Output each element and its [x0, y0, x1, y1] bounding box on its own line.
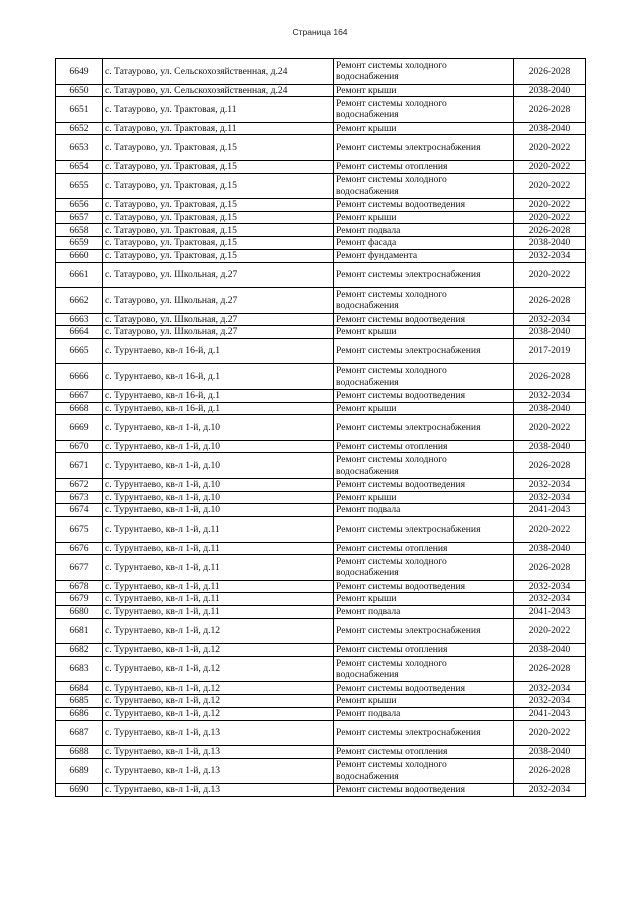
work-type-cell: Ремонт подвала: [334, 606, 514, 619]
work-type-cell: Ремонт подвала: [334, 707, 514, 720]
row-number-cell: 6655: [56, 173, 103, 199]
work-type-cell: Ремонт системы электроснабжения: [334, 262, 514, 288]
address-cell: с. Турунтаево, кв-л 1-й, д.10: [103, 478, 334, 491]
period-cell: 2038-2040: [514, 644, 586, 657]
row-number-cell: 6687: [56, 720, 103, 746]
work-type-cell: Ремонт системы отопления: [334, 160, 514, 173]
address-cell: с. Турунтаево, кв-л 16-й, д.1: [103, 338, 334, 364]
address-cell: с. Татаурово, ул. Школьная, д.27: [103, 262, 334, 288]
table-row: [56, 618, 586, 644]
work-type-cell: Ремонт подвала: [334, 504, 514, 517]
period-cell: 2026-2028: [514, 59, 586, 85]
period-cell: 2032-2034: [514, 695, 586, 708]
table-row: [56, 97, 586, 123]
table-row: [56, 758, 586, 784]
address-cell: с. Турунтаево, кв-л 1-й, д.11: [103, 517, 334, 543]
address-cell: с. Турунтаево, кв-л 1-й, д.10: [103, 440, 334, 453]
table-row: [56, 644, 586, 657]
address-cell: с. Турунтаево, кв-л 1-й, д.11: [103, 542, 334, 555]
table-row: [56, 504, 586, 517]
row-number-cell: 6664: [56, 326, 103, 339]
work-type-cell: Ремонт системы водоотведения: [334, 199, 514, 212]
address-cell: с. Турунтаево, кв-л 1-й, д.13: [103, 720, 334, 746]
period-cell: 2038-2040: [514, 542, 586, 555]
address-cell: с. Турунтаево, кв-л 1-й, д.10: [103, 491, 334, 504]
work-type-cell: Ремонт системы электроснабжения: [334, 135, 514, 161]
work-type-cell: Ремонт системы водоотведения: [334, 313, 514, 326]
table-row: [56, 160, 586, 173]
work-type-cell: Ремонт фасада: [334, 237, 514, 250]
table-row: [56, 707, 586, 720]
work-type-cell: Ремонт системы водоотведения: [334, 389, 514, 402]
table-row: [56, 682, 586, 695]
period-cell: 2020-2022: [514, 415, 586, 441]
work-type-cell: Ремонт крыши: [334, 402, 514, 415]
period-cell: 2026-2028: [514, 758, 586, 784]
address-cell: с. Татаурово, ул. Школьная, д.27: [103, 326, 334, 339]
work-type-cell: Ремонт системы холодного водоснабжения: [334, 453, 514, 479]
table-row: [56, 224, 586, 237]
table-row: [56, 542, 586, 555]
period-cell: 2020-2022: [514, 199, 586, 212]
row-number-cell: 6662: [56, 288, 103, 314]
period-cell: 2038-2040: [514, 746, 586, 759]
row-number-cell: 6688: [56, 746, 103, 759]
table-row: [56, 288, 586, 314]
table-row: [56, 695, 586, 708]
row-number-cell: 6658: [56, 224, 103, 237]
period-cell: 2038-2040: [514, 326, 586, 339]
period-cell: 2026-2028: [514, 288, 586, 314]
work-type-cell: Ремонт системы отопления: [334, 440, 514, 453]
address-cell: с. Турунтаево, кв-л 16-й, д.1: [103, 364, 334, 390]
table-row: [56, 249, 586, 262]
work-type-cell: Ремонт крыши: [334, 122, 514, 135]
period-cell: 2032-2034: [514, 784, 586, 797]
row-number-cell: 6683: [56, 656, 103, 682]
period-cell: 2041-2043: [514, 707, 586, 720]
row-number-cell: 6682: [56, 644, 103, 657]
table-row: [56, 720, 586, 746]
table-row: [56, 415, 586, 441]
row-number-cell: 6654: [56, 160, 103, 173]
table-row: [56, 453, 586, 479]
work-type-cell: Ремонт системы отопления: [334, 542, 514, 555]
work-type-cell: Ремонт системы отопления: [334, 746, 514, 759]
address-cell: с. Татаурово, ул. Сельскохозяйственная, д.24: [103, 59, 334, 85]
row-number-cell: 6671: [56, 453, 103, 479]
row-number-cell: 6676: [56, 542, 103, 555]
period-cell: 2041-2043: [514, 504, 586, 517]
table-row: [56, 84, 586, 97]
address-cell: с. Турунтаево, кв-л 1-й, д.11: [103, 606, 334, 619]
period-cell: 2026-2028: [514, 555, 586, 581]
period-cell: 2041-2043: [514, 606, 586, 619]
row-number-cell: 6661: [56, 262, 103, 288]
period-cell: 2026-2028: [514, 453, 586, 479]
period-cell: 2038-2040: [514, 122, 586, 135]
address-cell: с. Турунтаево, кв-л 1-й, д.10: [103, 504, 334, 517]
row-number-cell: 6668: [56, 402, 103, 415]
period-cell: 2026-2028: [514, 224, 586, 237]
table-row: [56, 59, 586, 85]
period-cell: 2020-2022: [514, 517, 586, 543]
row-number-cell: 6660: [56, 249, 103, 262]
work-type-cell: Ремонт системы электроснабжения: [334, 415, 514, 441]
work-type-cell: Ремонт системы холодного водоснабжения: [334, 364, 514, 390]
row-number-cell: 6656: [56, 199, 103, 212]
period-cell: 2032-2034: [514, 491, 586, 504]
work-type-cell: Ремонт крыши: [334, 593, 514, 606]
work-type-cell: Ремонт крыши: [334, 695, 514, 708]
period-cell: 2026-2028: [514, 364, 586, 390]
address-cell: с. Турунтаево, кв-л 1-й, д.10: [103, 453, 334, 479]
address-cell: с. Турунтаево, кв-л 1-й, д.12: [103, 618, 334, 644]
address-cell: с. Турунтаево, кв-л 1-й, д.13: [103, 784, 334, 797]
row-number-cell: 6686: [56, 707, 103, 720]
work-type-cell: Ремонт крыши: [334, 326, 514, 339]
work-type-cell: Ремонт системы электроснабжения: [334, 338, 514, 364]
row-number-cell: 6669: [56, 415, 103, 441]
table-row: [56, 402, 586, 415]
period-cell: 2032-2034: [514, 313, 586, 326]
period-cell: 2032-2034: [514, 249, 586, 262]
address-cell: с. Татаурово, ул. Школьная, д.27: [103, 313, 334, 326]
table-row: [56, 606, 586, 619]
table-row: [56, 338, 586, 364]
period-cell: 2020-2022: [514, 720, 586, 746]
work-type-cell: Ремонт системы электроснабжения: [334, 720, 514, 746]
address-cell: с. Турунтаево, кв-л 1-й, д.13: [103, 746, 334, 759]
period-cell: 2026-2028: [514, 97, 586, 123]
row-number-cell: 6667: [56, 389, 103, 402]
address-cell: с. Турунтаево, кв-л 16-й, д.1: [103, 389, 334, 402]
address-cell: с. Татаурово, ул. Трактовая, д.11: [103, 97, 334, 123]
row-number-cell: 6657: [56, 211, 103, 224]
work-type-cell: Ремонт системы холодного водоснабжения: [334, 97, 514, 123]
table-row: [56, 211, 586, 224]
work-type-cell: Ремонт системы электроснабжения: [334, 618, 514, 644]
address-cell: с. Турунтаево, кв-л 1-й, д.11: [103, 555, 334, 581]
period-cell: 2020-2022: [514, 211, 586, 224]
address-cell: с. Турунтаево, кв-л 1-й, д.12: [103, 682, 334, 695]
table-row: [56, 555, 586, 581]
work-type-cell: Ремонт системы водоотведения: [334, 682, 514, 695]
table-row: [56, 122, 586, 135]
period-cell: 2017-2019: [514, 338, 586, 364]
row-number-cell: 6675: [56, 517, 103, 543]
row-number-cell: 6649: [56, 59, 103, 85]
table-row: [56, 478, 586, 491]
table-row: [56, 593, 586, 606]
address-cell: с. Турунтаево, кв-л 1-й, д.12: [103, 695, 334, 708]
table-row: [56, 517, 586, 543]
table-row: [56, 580, 586, 593]
table-row: [56, 135, 586, 161]
table-row: [56, 237, 586, 250]
row-number-cell: 6650: [56, 84, 103, 97]
period-cell: 2038-2040: [514, 84, 586, 97]
period-cell: 2038-2040: [514, 237, 586, 250]
table-row: [56, 364, 586, 390]
row-number-cell: 6666: [56, 364, 103, 390]
row-number-cell: 6684: [56, 682, 103, 695]
address-cell: с. Татаурово, ул. Школьная, д.27: [103, 288, 334, 314]
row-number-cell: 6677: [56, 555, 103, 581]
address-cell: с. Турунтаево, кв-л 1-й, д.11: [103, 593, 334, 606]
period-cell: 2032-2034: [514, 682, 586, 695]
address-cell: с. Татаурово, ул. Трактовая, д.15: [103, 237, 334, 250]
address-cell: с. Турунтаево, кв-л 1-й, д.12: [103, 707, 334, 720]
row-number-cell: 6653: [56, 135, 103, 161]
period-cell: 2020-2022: [514, 160, 586, 173]
table-row: [56, 173, 586, 199]
period-cell: 2032-2034: [514, 478, 586, 491]
work-type-cell: Ремонт крыши: [334, 84, 514, 97]
period-cell: 2032-2034: [514, 580, 586, 593]
address-cell: с. Турунтаево, кв-л 1-й, д.12: [103, 656, 334, 682]
period-cell: 2020-2022: [514, 173, 586, 199]
period-cell: 2032-2034: [514, 389, 586, 402]
row-number-cell: 6679: [56, 593, 103, 606]
table-row: [56, 440, 586, 453]
address-cell: с. Татаурово, ул. Трактовая, д.15: [103, 211, 334, 224]
row-number-cell: 6665: [56, 338, 103, 364]
row-number-cell: 6689: [56, 758, 103, 784]
address-cell: с. Татаурово, ул. Трактовая, д.11: [103, 122, 334, 135]
work-type-cell: Ремонт системы водоотведения: [334, 784, 514, 797]
address-cell: с. Турунтаево, кв-л 1-й, д.11: [103, 580, 334, 593]
work-type-cell: Ремонт системы холодного водоснабжения: [334, 288, 514, 314]
row-number-cell: 6685: [56, 695, 103, 708]
work-type-cell: Ремонт системы водоотведения: [334, 580, 514, 593]
row-number-cell: 6672: [56, 478, 103, 491]
work-type-cell: Ремонт системы электроснабжения: [334, 517, 514, 543]
work-type-cell: Ремонт фундамента: [334, 249, 514, 262]
work-type-cell: Ремонт системы холодного водоснабжения: [334, 59, 514, 85]
row-number-cell: 6663: [56, 313, 103, 326]
address-cell: с. Турунтаево, кв-л 1-й, д.10: [103, 415, 334, 441]
row-number-cell: 6681: [56, 618, 103, 644]
work-type-cell: Ремонт системы отопления: [334, 644, 514, 657]
work-type-cell: Ремонт системы холодного водоснабжения: [334, 758, 514, 784]
period-cell: 2038-2040: [514, 440, 586, 453]
address-cell: с. Татаурово, ул. Трактовая, д.15: [103, 160, 334, 173]
row-number-cell: 6670: [56, 440, 103, 453]
period-cell: 2032-2034: [514, 593, 586, 606]
row-number-cell: 6690: [56, 784, 103, 797]
work-type-cell: Ремонт системы холодного водоснабжения: [334, 656, 514, 682]
row-number-cell: 6678: [56, 580, 103, 593]
table-row: [56, 313, 586, 326]
address-cell: с. Турунтаево, кв-л 16-й, д.1: [103, 402, 334, 415]
address-cell: с. Татаурово, ул. Трактовая, д.15: [103, 224, 334, 237]
row-number-cell: 6674: [56, 504, 103, 517]
address-cell: с. Татаурово, ул. Трактовая, д.15: [103, 135, 334, 161]
address-cell: с. Татаурово, ул. Сельскохозяйственная, д.24: [103, 84, 334, 97]
row-number-cell: 6651: [56, 97, 103, 123]
work-type-cell: Ремонт крыши: [334, 211, 514, 224]
row-number-cell: 6659: [56, 237, 103, 250]
table-row: [56, 326, 586, 339]
work-type-cell: Ремонт подвала: [334, 224, 514, 237]
address-cell: с. Турунтаево, кв-л 1-й, д.13: [103, 758, 334, 784]
row-number-cell: 6673: [56, 491, 103, 504]
table-row: [56, 389, 586, 402]
table-row: [56, 199, 586, 212]
table-row: [56, 784, 586, 797]
table-row: [56, 491, 586, 504]
period-cell: 2020-2022: [514, 262, 586, 288]
address-cell: с. Турунтаево, кв-л 1-й, д.12: [103, 644, 334, 657]
work-type-cell: Ремонт системы водоотведения: [334, 478, 514, 491]
table-body: [56, 59, 586, 797]
row-number-cell: 6652: [56, 122, 103, 135]
period-cell: 2020-2022: [514, 618, 586, 644]
page-number-header: Страница 164: [292, 27, 348, 37]
row-number-cell: 6680: [56, 606, 103, 619]
period-cell: 2020-2022: [514, 135, 586, 161]
table-row: [56, 262, 586, 288]
repair-schedule-table: [55, 58, 586, 797]
address-cell: с. Татаурово, ул. Трактовая, д.15: [103, 199, 334, 212]
work-type-cell: Ремонт крыши: [334, 491, 514, 504]
period-cell: 2026-2028: [514, 656, 586, 682]
work-type-cell: Ремонт системы холодного водоснабжения: [334, 173, 514, 199]
work-type-cell: Ремонт системы холодного водоснабжения: [334, 555, 514, 581]
address-cell: с. Татаурово, ул. Трактовая, д.15: [103, 173, 334, 199]
table-row: [56, 656, 586, 682]
address-cell: с. Татаурово, ул. Трактовая, д.15: [103, 249, 334, 262]
table-row: [56, 746, 586, 759]
period-cell: 2038-2040: [514, 402, 586, 415]
